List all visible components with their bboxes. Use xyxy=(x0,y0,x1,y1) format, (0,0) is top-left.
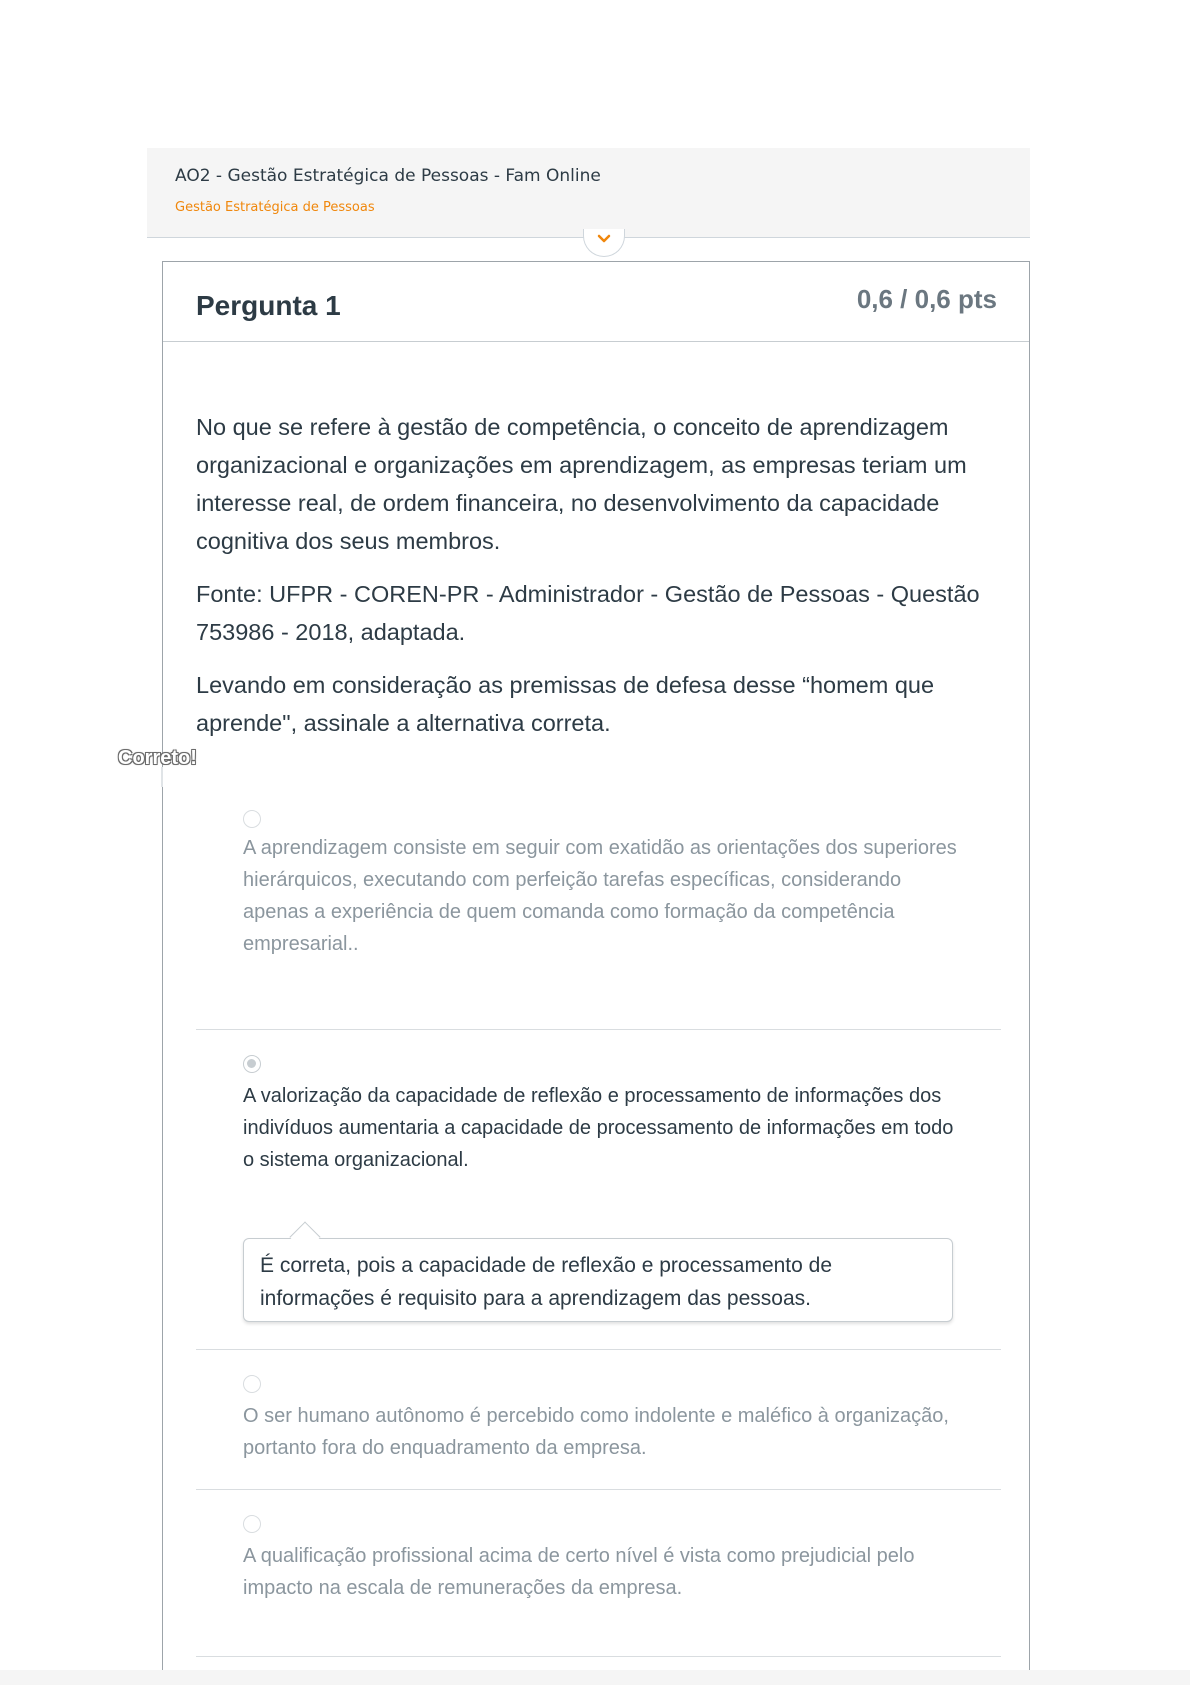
answer-text-3: O ser humano autônomo é percebido como indolente e maléfico à organização, portanto fora do enquadramento da empresa. xyxy=(243,1405,949,1459)
correct-answer-label: Correto! xyxy=(118,747,197,769)
quiz-title: AO2 - Gestão Estratégica de Pessoas - Fam Online xyxy=(175,166,601,186)
answer-radio-3[interactable] xyxy=(243,1375,261,1393)
answer-text-2: A valorização da capacidade de reflexão e processamento de informações dos indivíduos aumentaria a capacidade de processamento de informações em todo o sistema organizacional. xyxy=(243,1085,954,1171)
answer-text-4: A qualificação profissional acima de certo nível é vista como prejudicial pelo impacto na escala de remunerações da empresa. xyxy=(243,1545,915,1599)
question-points: 0,6 / 0,6 pts xyxy=(856,284,997,314)
question-header xyxy=(163,262,1029,342)
answer-radio-1[interactable] xyxy=(243,810,261,828)
answer-radio-2[interactable] xyxy=(243,1055,261,1073)
answer-option-2[interactable] xyxy=(196,1029,1001,1349)
answer-list xyxy=(196,802,1001,1657)
question-paragraph: No que se refere à gestão de competência, o conceito de aprendizagem organizacional e organizações em aprendizagem, as empresas teriam um interesse real, de ordem financeira, no desenvolvimento da capacidade cognitiva dos seus membros. xyxy=(196,414,967,554)
answer-text-1: A aprendizagem consiste em seguir com exatidão as orientações dos superiores hierárquicos, executando com perfeição tarefas específicas, considerando apenas a experiência de quem comanda como formação da competência empresarial.. xyxy=(243,837,957,955)
comment-pointer xyxy=(289,1221,320,1252)
answer-comment xyxy=(243,1238,953,1322)
page-bottom-band xyxy=(0,1670,1190,1685)
question-text xyxy=(196,408,1016,757)
question-card xyxy=(118,261,1030,1685)
course-name-link[interactable]: Gestão Estratégica de Pessoas xyxy=(175,200,375,215)
question-source: Fonte: UFPR - COREN-PR - Administrador - Gestão de Pessoas - Questão 753986 - 2018, adaptada. xyxy=(196,581,980,645)
question-instruction: Levando em consideração as premissas de defesa desse “homem que aprende", assinale a alternativa correta. xyxy=(196,672,935,736)
chevron-down-icon xyxy=(597,234,611,244)
card-edge-mark xyxy=(161,767,163,787)
answer-radio-4[interactable] xyxy=(243,1515,261,1533)
toggle-header-button[interactable] xyxy=(583,229,625,257)
question-title: Pergunta 1 xyxy=(196,290,341,321)
answer-option-1[interactable] xyxy=(196,802,1001,1029)
answer-option-4[interactable] xyxy=(196,1489,1001,1657)
answer-comment-text: É correta, pois a capacidade de reflexão e processamento de informações é requisito para a aprendizagem das pessoas. xyxy=(260,1254,833,1310)
quiz-header xyxy=(147,148,1030,238)
answer-option-3[interactable] xyxy=(196,1349,1001,1489)
